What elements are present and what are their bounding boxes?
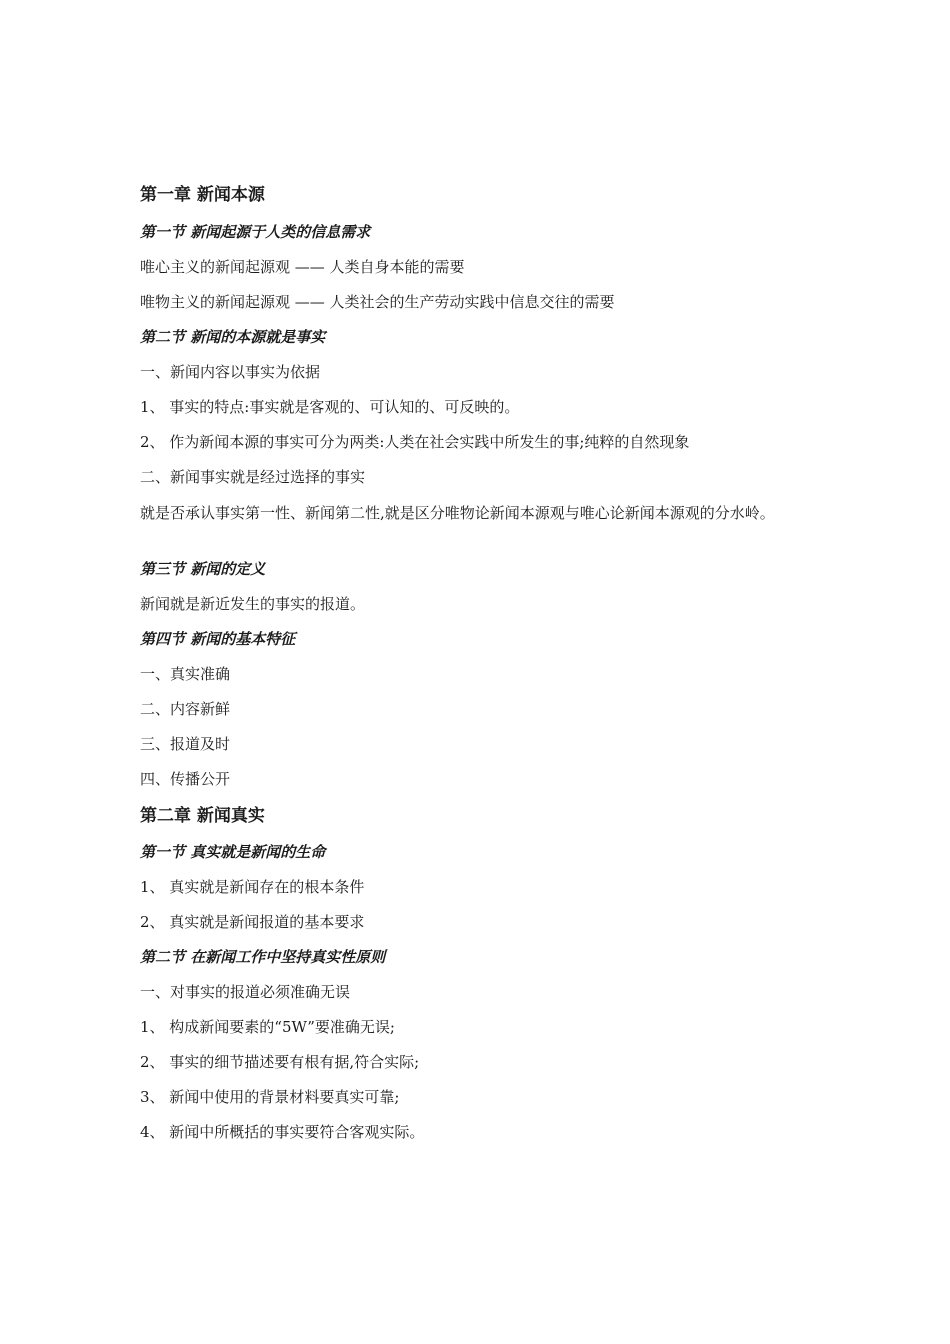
chapter-title: 第二章 新闻真实	[140, 806, 265, 826]
paragraph: 一、对事实的报道必须准确无误	[140, 983, 351, 1001]
paragraph: 4、 新闻中所概括的事实要符合客观实际。	[140, 1123, 425, 1141]
paragraph: 新闻就是新近发生的事实的报道。	[140, 595, 366, 613]
paragraph: 2、 事实的细节描述要有根有据,符合实际;	[140, 1053, 420, 1071]
paragraph: 1、 真实就是新闻存在的根本条件	[140, 878, 365, 896]
paragraph: 1、 事实的特点:事实就是客观的、可认知的、可反映的。	[140, 398, 520, 416]
section-title: 第四节 新闻的基本特征	[140, 630, 296, 648]
paragraph: 一、真实准确	[140, 665, 231, 683]
chapter-title: 第一章 新闻本源	[140, 185, 265, 205]
paragraph: 四、传播公开	[140, 770, 231, 788]
section-title: 第二节 新闻的本源就是事实	[140, 328, 326, 346]
paragraph: 3、 新闻中使用的背景材料要真实可靠;	[140, 1088, 400, 1106]
paragraph: 2、 真实就是新闻报道的基本要求	[140, 913, 365, 931]
paragraph: 一、新闻内容以事实为依据	[140, 363, 321, 381]
section-title: 第一节 新闻起源于人类的信息需求	[140, 223, 371, 241]
paragraph: 1、 构成新闻要素的“5W”要准确无误;	[140, 1018, 395, 1036]
paragraph: 唯心主义的新闻起源观 —— 人类自身本能的需要	[140, 258, 465, 276]
paragraph: 三、报道及时	[140, 735, 231, 753]
paragraph: 唯物主义的新闻起源观 —— 人类社会的生产劳动实践中信息交往的需要	[140, 293, 615, 311]
paragraph: 二、新闻事实就是经过选择的事实	[140, 468, 366, 486]
paragraph: 2、 作为新闻本源的事实可分为两类:人类在社会实践中所发生的事;纯粹的自然现象	[140, 433, 690, 451]
paragraph: 二、内容新鲜	[140, 700, 231, 718]
section-title: 第二节 在新闻工作中坚持真实性原则	[140, 948, 386, 966]
section-title: 第一节 真实就是新闻的生命	[140, 843, 326, 861]
section-title: 第三节 新闻的定义	[140, 560, 266, 578]
paragraph: 就是否承认事实第一性、新闻第二性,就是区分唯物论新闻本源观与唯心论新闻本源观的分水岭。	[140, 504, 775, 522]
